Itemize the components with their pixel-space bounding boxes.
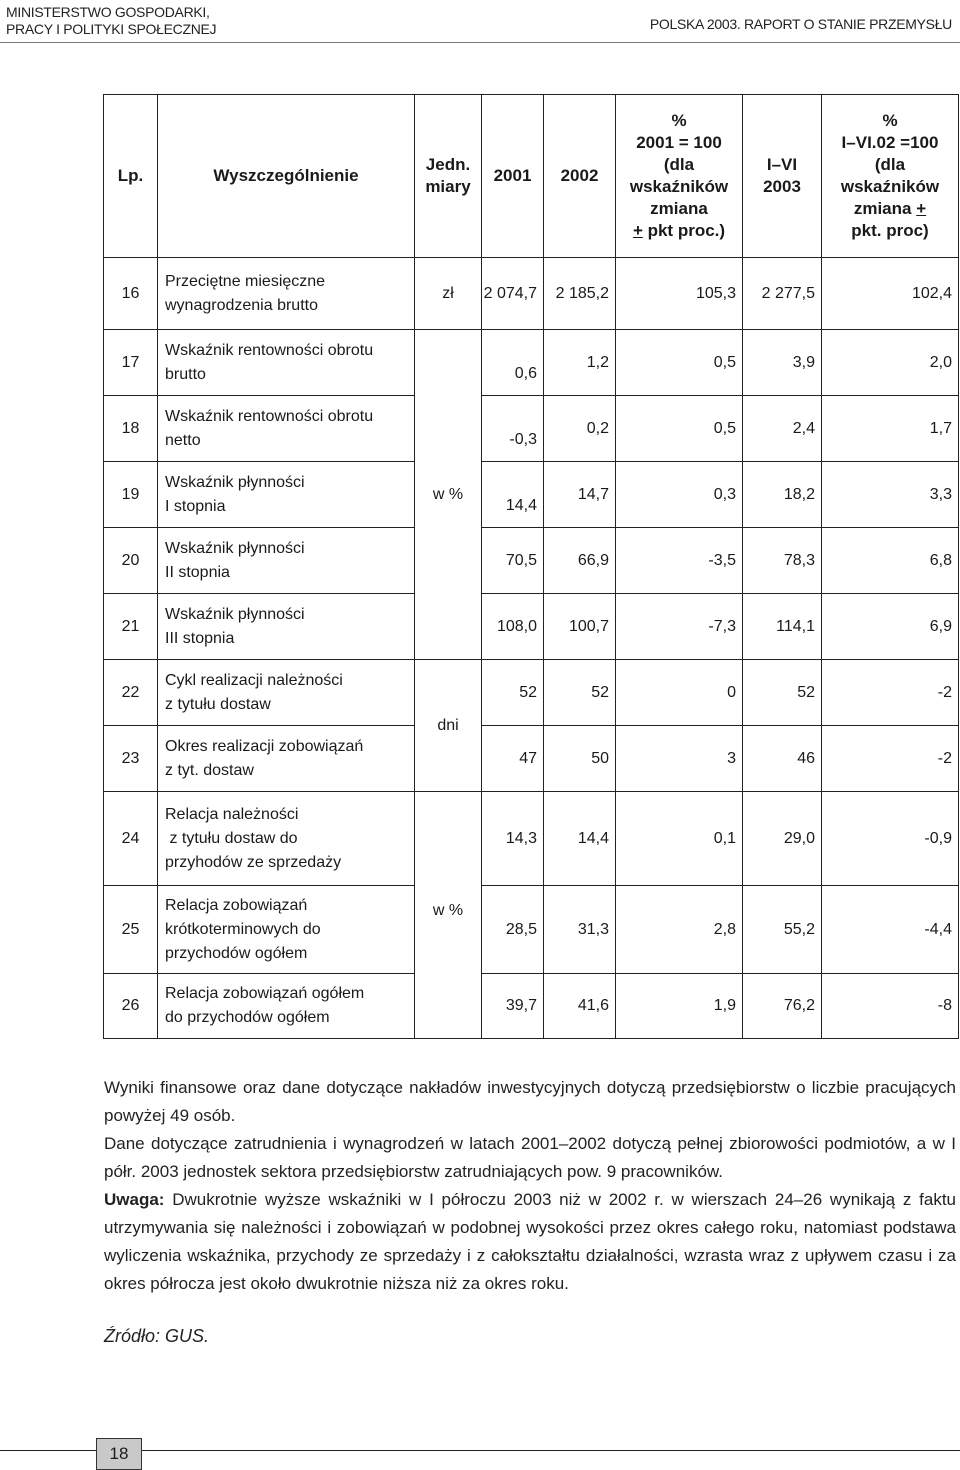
col-header-index-h1 xyxy=(822,95,959,258)
unit-cell: w % xyxy=(415,792,482,1039)
value-2001: 52 xyxy=(482,660,544,726)
row-label xyxy=(158,726,415,792)
col-header-index-h1-line: (dla xyxy=(874,155,906,174)
row-number: 22 xyxy=(104,660,158,726)
table-row xyxy=(104,330,959,396)
header-divider xyxy=(0,42,960,43)
row-label xyxy=(158,330,415,396)
row-number: 18 xyxy=(104,396,158,462)
row-label xyxy=(158,396,415,462)
footnotes xyxy=(104,1074,956,1298)
row-label xyxy=(158,792,415,886)
row-label-line: przychodów ogółem xyxy=(165,944,308,962)
value-2001: 2 074,7 xyxy=(482,258,544,330)
col-header-index-2001-line: (dla xyxy=(663,155,695,174)
row-label-line: II stopnia xyxy=(165,563,230,581)
footer-divider xyxy=(0,1450,960,1451)
value-2001 xyxy=(482,330,544,396)
table-row xyxy=(104,660,959,726)
value-2001: 28,5 xyxy=(482,886,544,974)
row-number: 20 xyxy=(104,528,158,594)
col-header-2002: 2002 xyxy=(544,95,616,258)
plus-minus-sign: + xyxy=(632,221,643,240)
value-2001: 70,5 xyxy=(482,528,544,594)
row-label-line: netto xyxy=(165,431,201,449)
row-number: 19 xyxy=(104,462,158,528)
col-header-h1-line2: 2003 xyxy=(763,177,801,196)
col-header-index-h1-line xyxy=(822,198,958,220)
value-2001: 39,7 xyxy=(482,974,544,1039)
value-2002: 100,7 xyxy=(544,594,616,660)
note-warning-text: Dwukrotnie wyższe wskaźniki w I półroczu 2003 niż w 2002 r. w wierszach 24–26 wynikają z faktu utrzymywania się należności i zobowiązań w podobnej wysokości przez okres całego roku, natomiast podstawa wyliczenia wskaźnika, przychody ze sprzedaży i z całokształtu działalności, wzrasta wraz z upływem czasu i za okres półrocza jest około dwukrotnie niższa niż za okres roku. xyxy=(104,1190,956,1293)
row-label-line: Wskaźnik płynności xyxy=(165,605,305,623)
table-row xyxy=(104,462,959,528)
col-header-unit xyxy=(415,95,482,258)
row-label xyxy=(158,974,415,1039)
row-number: 17 xyxy=(104,330,158,396)
value-2001: 14,3 xyxy=(482,792,544,886)
row-label-line: brutto xyxy=(165,365,206,383)
value-2002: 1,2 xyxy=(544,330,616,396)
value-index-2001: 0,5 xyxy=(616,330,743,396)
value-index-h1: -2 xyxy=(822,726,959,792)
table-row xyxy=(104,396,959,462)
value-index-2001: -3,5 xyxy=(616,528,743,594)
row-number: 26 xyxy=(104,974,158,1039)
row-label-line: Wskaźnik rentowności obrotu xyxy=(165,341,374,359)
value-h1-2003: 114,1 xyxy=(743,594,822,660)
value-h1-2003: 78,3 xyxy=(743,528,822,594)
col-header-lp: Lp. xyxy=(104,95,158,258)
value-h1-2003: 52 xyxy=(743,660,822,726)
value-index-2001: 3 xyxy=(616,726,743,792)
row-number: 25 xyxy=(104,886,158,974)
col-header-2001: 2001 xyxy=(482,95,544,258)
value-h1-2003: 2 277,5 xyxy=(743,258,822,330)
value-index-h1: -8 xyxy=(822,974,959,1039)
value-index-h1: -4,4 xyxy=(822,886,959,974)
row-label-line: krótkoterminowych do xyxy=(165,920,321,938)
row-label-line: z tytułu dostaw do xyxy=(165,829,298,847)
value-2002: 41,6 xyxy=(544,974,616,1039)
value-2001 xyxy=(482,462,544,528)
value-2001: 47 xyxy=(482,726,544,792)
col-header-index-2001-line xyxy=(616,220,742,242)
unit-cell: w % xyxy=(415,330,482,660)
note-paragraph xyxy=(104,1186,956,1298)
header-ministry-line1: MINISTERSTWO GOSPODARKI, xyxy=(6,4,210,20)
col-header-name: Wyszczególnienie xyxy=(158,95,415,258)
row-label-line: do przychodów ogółem xyxy=(165,1009,330,1026)
value-2002: 14,4 xyxy=(544,792,616,886)
col-header-index-2001-line: % xyxy=(671,111,687,130)
header-ministry-line2: PRACY I POLITYKI SPOŁECZNEJ xyxy=(6,21,217,37)
row-label-line: z tyt. dostaw xyxy=(165,761,254,779)
col-header-index-h1-line: % xyxy=(882,111,898,130)
col-header-index-h1-line: wskaźników xyxy=(840,177,940,196)
value-index-2001: 2,8 xyxy=(616,886,743,974)
row-label-line: Relacja zobowiązań ogółem xyxy=(165,985,365,1002)
row-label-line: Wskaźnik rentowności obrotu xyxy=(165,407,374,425)
value-index-h1: 6,9 xyxy=(822,594,959,660)
row-number: 21 xyxy=(104,594,158,660)
col-header-unit-line1: Jedn. xyxy=(425,155,471,174)
value-2001-text: 14,4 xyxy=(505,496,537,514)
value-index-h1: 102,4 xyxy=(822,258,959,330)
row-label-line: Cykl realizacji należności xyxy=(165,671,343,689)
row-label xyxy=(158,258,415,330)
header-report-title: POLSKA 2003. RAPORT O STANIE PRZEMYSŁU xyxy=(649,16,952,32)
col-header-index-2001-line: 2001 = 100 xyxy=(636,133,722,152)
row-label-line: Przeciętne miesięczne xyxy=(165,272,326,290)
row-label-line: Wskaźnik płynności xyxy=(165,473,305,491)
table-row xyxy=(104,792,959,886)
col-header-index-h1-text: zmiana xyxy=(853,199,917,218)
row-label-line: Wskaźnik płynności xyxy=(165,539,305,557)
col-header-index-2001-line: zmiana xyxy=(650,199,708,218)
row-label xyxy=(158,528,415,594)
plus-minus-sign: + xyxy=(916,199,927,218)
row-label xyxy=(158,594,415,660)
table-row xyxy=(104,258,959,330)
page-number: 18 xyxy=(96,1438,142,1470)
row-label-line: I stopnia xyxy=(165,497,226,515)
value-h1-2003: 29,0 xyxy=(743,792,822,886)
col-header-h1-2003 xyxy=(743,95,822,258)
col-header-index-2001-line: wskaźników xyxy=(629,177,729,196)
value-h1-2003: 18,2 xyxy=(743,462,822,528)
row-label xyxy=(158,462,415,528)
col-header-h1-line1: I–VI xyxy=(766,155,798,174)
row-label-line: Relacja zobowiązań xyxy=(165,896,308,914)
row-label-line: Okres realizacji zobowiązań xyxy=(165,737,364,755)
col-header-index-2001 xyxy=(616,95,743,258)
value-2002: 52 xyxy=(544,660,616,726)
table-row xyxy=(104,528,959,594)
unit-cell: dni xyxy=(415,660,482,792)
source-note: Źródło: GUS. xyxy=(104,1326,210,1346)
value-h1-2003: 55,2 xyxy=(743,886,822,974)
table-row xyxy=(104,886,959,974)
value-index-2001: -7,3 xyxy=(616,594,743,660)
value-2001-text: 0,6 xyxy=(514,364,537,382)
row-label xyxy=(158,886,415,974)
value-2002: 2 185,2 xyxy=(544,258,616,330)
value-index-h1: -2 xyxy=(822,660,959,726)
row-label-line: Relacja należności xyxy=(165,805,299,823)
value-2002: 0,2 xyxy=(544,396,616,462)
value-index-h1: 6,8 xyxy=(822,528,959,594)
row-label-line: wynagrodzenia brutto xyxy=(165,296,318,314)
value-index-h1: 3,3 xyxy=(822,462,959,528)
col-header-index-h1-line: I–VI.02 =100 xyxy=(841,133,939,152)
value-2002: 50 xyxy=(544,726,616,792)
unit-cell: zł xyxy=(415,258,482,330)
col-header-index-2001-unit: pkt proc.) xyxy=(642,221,726,240)
value-2002: 14,7 xyxy=(544,462,616,528)
row-label-line: z tytułu dostaw xyxy=(165,695,271,713)
value-index-2001: 1,9 xyxy=(616,974,743,1039)
table-row xyxy=(104,594,959,660)
note-paragraph: Wyniki finansowe oraz dane dotyczące nakładów inwestycyjnych dotyczą przedsiębiorstw o liczbie pracujących powyżej 49 osób. xyxy=(104,1078,956,1125)
value-index-2001: 0,3 xyxy=(616,462,743,528)
note-warning-label: Uwaga: xyxy=(104,1190,165,1209)
value-h1-2003: 2,4 xyxy=(743,396,822,462)
value-2001 xyxy=(482,396,544,462)
value-h1-2003: 3,9 xyxy=(743,330,822,396)
row-label-line: przyhodów ze sprzedaży xyxy=(165,853,342,871)
row-number: 16 xyxy=(104,258,158,330)
table-row xyxy=(104,726,959,792)
header-ministry xyxy=(6,4,216,38)
row-number: 24 xyxy=(104,792,158,886)
value-index-2001: 0,1 xyxy=(616,792,743,886)
value-index-h1: 2,0 xyxy=(822,330,959,396)
value-2002: 31,3 xyxy=(544,886,616,974)
indicators-table xyxy=(103,94,959,1039)
value-index-2001: 105,3 xyxy=(616,258,743,330)
col-header-unit-line2: miary xyxy=(425,177,471,196)
value-index-h1: 1,7 xyxy=(822,396,959,462)
value-2001: 108,0 xyxy=(482,594,544,660)
table-row xyxy=(104,974,959,1039)
value-2001-text: -0,3 xyxy=(509,430,537,448)
value-index-2001: 0,5 xyxy=(616,396,743,462)
note-paragraph: Dane dotyczące zatrudnienia i wynagrodzeń w latach 2001–2002 dotyczą pełnej zbiorowości podmiotów, a w I półr. 2003 jednostek sektora przedsiębiorstw zatrudniających pow. 9 pracowników. xyxy=(104,1134,956,1181)
row-number: 23 xyxy=(104,726,158,792)
row-label-line: III stopnia xyxy=(165,629,235,647)
value-h1-2003: 46 xyxy=(743,726,822,792)
table-header-row xyxy=(104,95,959,258)
row-label xyxy=(158,660,415,726)
value-h1-2003: 76,2 xyxy=(743,974,822,1039)
value-index-2001: 0 xyxy=(616,660,743,726)
value-2002: 66,9 xyxy=(544,528,616,594)
col-header-index-h1-line: pkt. proc) xyxy=(851,221,929,240)
value-index-h1: -0,9 xyxy=(822,792,959,886)
